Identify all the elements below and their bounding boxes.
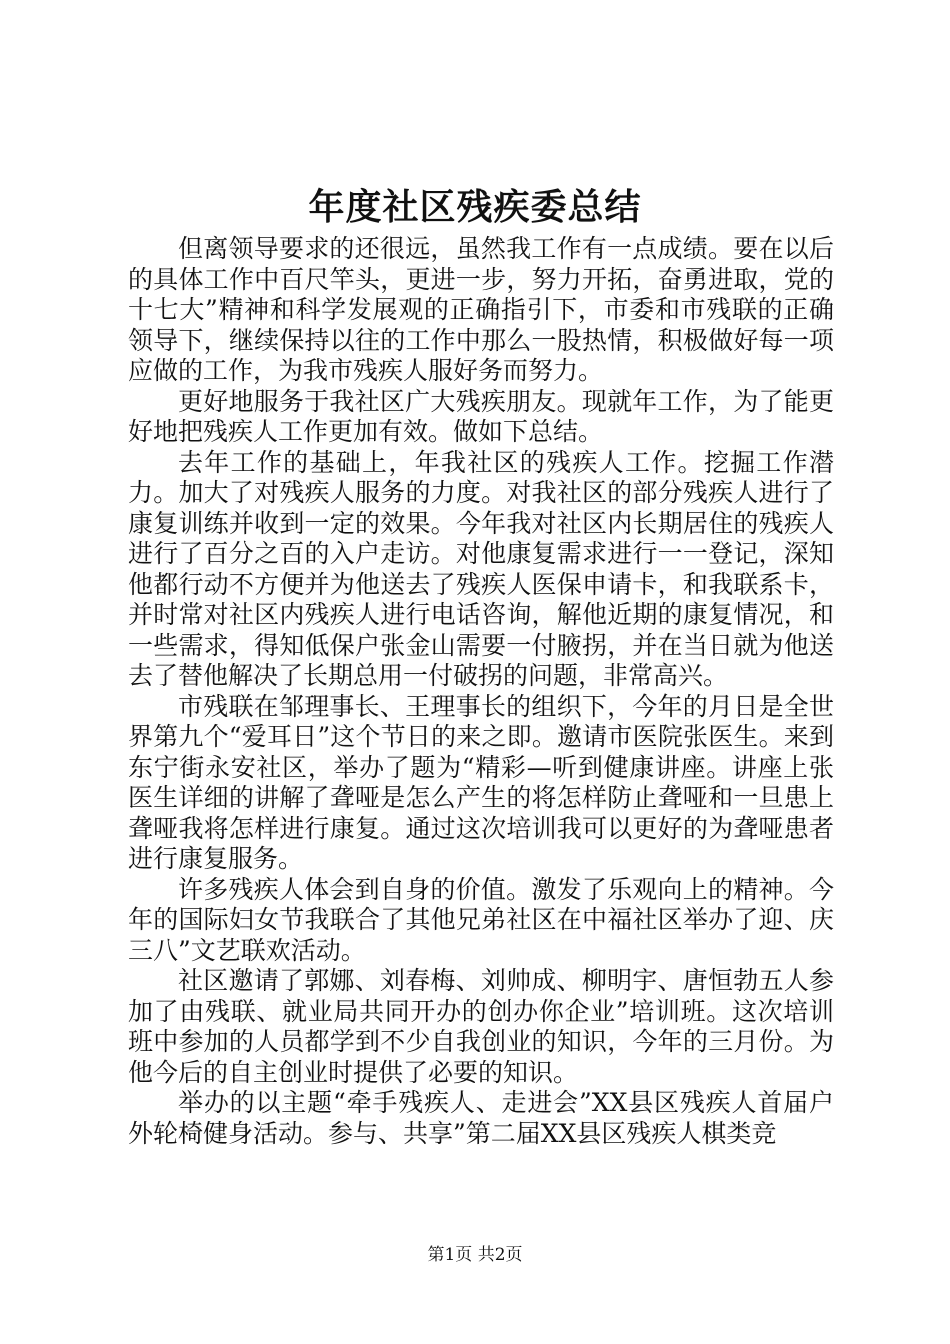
paragraph-3: 去年工作的基础上，年我社区的残疾人工作。挖掘工作潜力。加大了对残疾人服务的力度。对我社区的部分残疾人进行了康复训练并收到一定的效果。今年我对社区内长期居住的残疾人进行了百分之百的入户走访。对他康复需求进行一一登记，深知他都行动不方便并为他送去了残疾人医保申请卡，和我联系卡，并时常对社区内残疾人进行电话咨询，解他近期的康复情况，和一些需求，得知低保户张金山需要一付腋拐，并在当日就为他送去了替他解决了长期总用一付破拐的问题，非常高兴。 (128, 447, 834, 690)
paragraph-2: 更好地服务于我社区广大残疾朋友。现就年工作，为了能更好地把残疾人工作更加有效。做如下总结。 (128, 386, 834, 446)
paragraph-6: 社区邀请了郭娜、刘春梅、刘帅成、柳明宇、唐恒勃五人参加了由残联、就业局共同开办的创办你企业”培训班。这次培训班中参加的人员都学到不少自我创业的知识，今年的三月份。为他今后的自主创业时提供了必要的知识。 (128, 966, 834, 1087)
page-footer: 第1页 共2页 (427, 1245, 523, 1265)
document-body (128, 234, 834, 1149)
paragraph-7: 举办的以主题“牵手残疾人、走进会”XX县区残疾人首届户外轮椅健身活动。参与、共享”第二届XX县区残疾人棋类竞 (128, 1088, 834, 1148)
paragraph-1: 但离领导要求的还很远，虽然我工作有一点成绩。要在以后的具体工作中百尺竿头，更进一步，努力开拓，奋勇进取，党的十七大”精神和科学发展观的正确指引下，市委和市残联的正确领导下，继续保持以往的工作中那么一股热情，积极做好每一项应做的工作，为我市残疾人服好务而努力。 (128, 234, 834, 385)
document-title: 年度社区残疾委总结 (308, 186, 642, 228)
paragraph-5: 许多残疾人体会到自身的价值。激发了乐观向上的精神。今年的国际妇女节我联合了其他兄弟社区在中福社区举办了迎、庆三八”文艺联欢活动。 (128, 874, 834, 965)
paragraph-4: 市残联在邹理事长、王理事长的组织下，今年的月日是全世界第九个“爱耳日”这个节日的来之即。邀请市医院张医生。来到东宁街永安社区，举办了题为“精彩—听到健康讲座。讲座上张医生详细的讲解了聋哑是怎么产生的将怎样防止聋哑和一旦患上聋哑我将怎样进行康复。通过这次培训我可以更好的为聋哑患者进行康复服务。 (128, 691, 834, 873)
